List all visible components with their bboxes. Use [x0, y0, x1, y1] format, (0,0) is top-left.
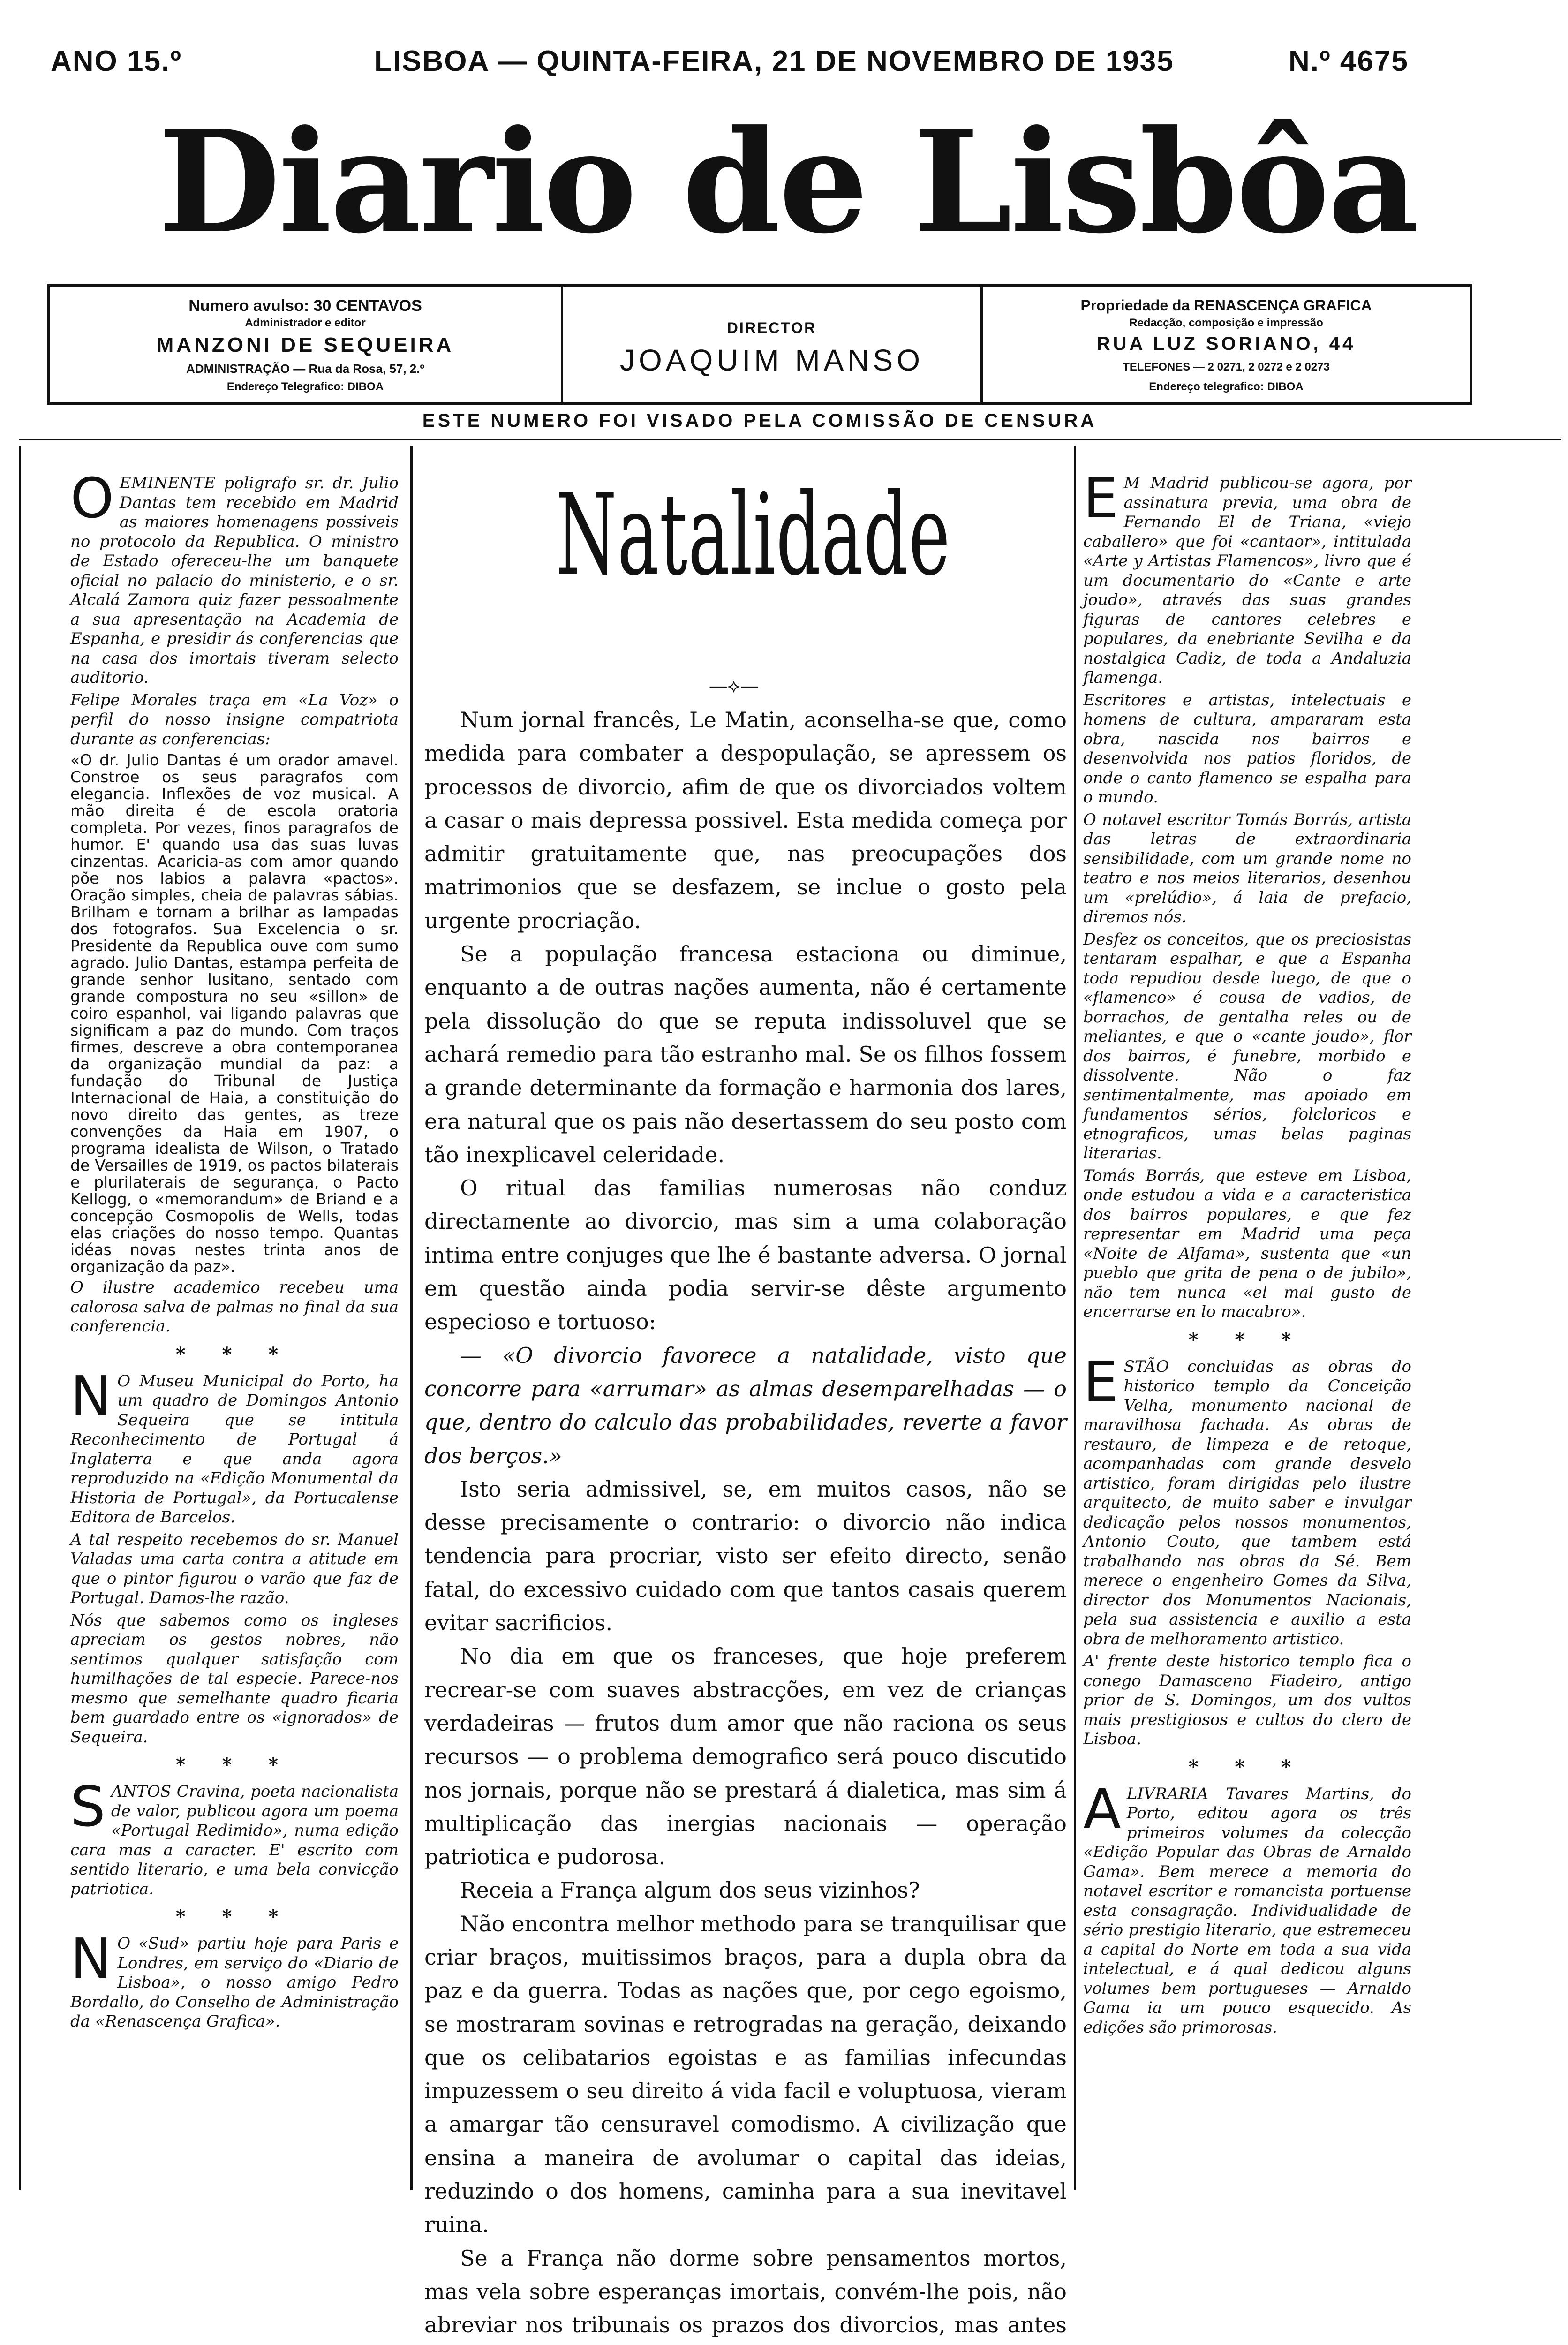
- brief-text: EMINENTE poligrafo sr. dr. Julio Dantas tem recebido em Madrid as maiores homenagens possiveis no protocolo da Republica. O ministro de Estado ofereceu-lhe um banquete oficial no palacio do ministerio, e o sr. Alcalá Zamora quiz fazer pessoalmente a sua apresentação na Academia de Espanha, e presidir ás conferencias que na casa dos imortais tiveram selecto auditorio.: [70, 474, 399, 687]
- section-separator: * * *: [175, 1343, 294, 1365]
- director-name: JOAQUIM MANSO: [619, 343, 924, 377]
- article-headline: Natalidade: [556, 469, 951, 600]
- article-body: [424, 704, 1067, 2345]
- article-paragraph: Num jornal francês, Le Matin, aconselha-se que, como medida para combater a despopulação, se apressem os processos de divorcio, afim de que os divorciados voltem a casar o mais depressa possivel. Esta medida começa por admitir gratuitamente que, nas preocupações dos matrimonios que se desfazem, se inclue o gosto pela urgente procriação.: [424, 707, 1067, 933]
- censorship-notice: ESTE NUMERO FOI VISADO PELA COMISSÃO DE CENSURA: [422, 410, 1097, 431]
- issue-number: N.º 4675: [1289, 45, 1409, 77]
- brief-text: O ilustre academico recebeu uma calorosa salva de palmas no final da sua conferencia.: [70, 1278, 399, 1336]
- drop-cap: S: [70, 1774, 106, 1839]
- price-line: Numero avulso: 30 CENTAVOS: [188, 297, 422, 315]
- admin-role: Administrador e editor: [245, 317, 366, 329]
- section-separator: * * *: [1188, 1755, 1306, 1778]
- property-phones: TELEFONES — 2 0271, 2 0272 e 2 0273: [1123, 361, 1330, 373]
- masthead-title: Diario de Lisbôa: [158, 99, 1417, 265]
- brief-conceicao-velha: [1083, 1349, 1411, 1749]
- article-paragraph: Isto seria admissivel, se, em muitos casos, não se desse precisamente o contrario: o divorcio não indica tendencia para procriar, visto ser efeito directo, senão fatal, do excessivo cuidado com que tantos casais querem evitar sacrificios.: [424, 1476, 1067, 1636]
- brief-text: M Madrid publicou-se agora, por assinatura previa, uma obra de Fernando El de Triana, «viejo caballero» que foi «cantaor», intitulada «Arte y Artistas Flamencos», livro que é um documentario do «Cante e arte joudo», através das suas grandes figuras de cantores celebres e populares, da enebriante Sevilha e da nostalgica Cadiz, de toda a Andaluzia flamenga.: [1083, 474, 1411, 687]
- property-address: RUA LUZ SORIANO, 44: [1096, 333, 1356, 354]
- drop-cap: O: [70, 466, 114, 530]
- section-separator: * * *: [175, 1906, 294, 1928]
- drop-cap: A: [1083, 1776, 1121, 1841]
- admin-address: ADMINISTRAÇÃO — Rua da Rosa, 57, 2.º: [186, 362, 424, 376]
- admin-telegraph: Endereço Telegrafico: DIBOA: [226, 380, 384, 393]
- brief-text: O «Sud» partiu hoje para Paris e Londres, em serviço do «Diario de Lisboa», o nosso amigo Pedro Bordallo, do Conselho de Administração da «Renascença Grafica».: [70, 1934, 399, 2031]
- article-paragraph: Se a França não dorme sobre pensamentos mortos, mas vela sobre esperanças imortais, convém-lhe pois, não abreviar nos tribunais os prazos dos divorcios, mas antes: [424, 2245, 1067, 2338]
- section-separator: * * *: [175, 1754, 294, 1776]
- brief-text: O notavel escritor Tomás Borrás, artista das letras de extraordinaria sensibilidade, com um grande nome no teatro e nos meios literarios, desenhou um «prelúdio», á laia de prefacio, diremos nós.: [1083, 810, 1411, 926]
- drop-cap: E: [1083, 1349, 1118, 1414]
- drop-cap: N: [70, 1926, 112, 1991]
- administration-box: [50, 287, 561, 402]
- brief-text: LIVRARIA Tavares Martins, do Porto, editou agora os três primeiros volumes da colecção «Edição Popular das Obras de Arnaldo Gama». Bem merece a memoria do notavel escritor e romancista portuense esta consagração. Individualidade de sério prestigio literario, que estremeceu a capital do Norte em toda a sua vida intelectual, e á qual dedicou alguns volumes bem portugueses — Arnaldo Gama ia um pouco esquecido. As edições são primorosas.: [1083, 1784, 1411, 2037]
- director-box: [561, 287, 983, 402]
- property-owner: Propriedade da RENASCENÇA GRAFICA: [1080, 297, 1372, 314]
- article-paragraph: Se a população francesa estaciona ou diminue, enquanto a de outras nações aumenta, não é certamente pela dissolução do que se reputa indissoluvel que se achará remedio para tão estranho mal. Se os filhos fossem a grande determinante da formação e harmonia dos lares, era natural que os pais não desertassem do seu posto com tão inexplicavel celeridade.: [424, 941, 1067, 1167]
- drop-cap: E: [1083, 466, 1118, 530]
- brief-text: A' frente deste historico templo fica o conego Damasceno Fiadeiro, antigo prior de S. Domingos, um dos vultos mais prestigiosos e cultos do clero de Lisboa.: [1083, 1652, 1411, 1748]
- brief-text: Escritores e artistas, intelectuais e homens de cultura, ampararam esta obra, nascida nos bairros e desenvolvida nos patios floridos, de onde o canto flamenco se espalha para o mundo.: [1083, 690, 1411, 807]
- brief-julio-dantas: [70, 466, 399, 1337]
- brief-sud: [70, 1926, 399, 2032]
- property-telegraph: Endereço telegrafico: DIBOA: [1149, 380, 1304, 393]
- brief-text: ANTOS Cravina, poeta nacionalista de valor, publicou agora um poema «Portugal Redimido», numa edição cara mas a caracter. E' escrito com sentido literario, e uma bela convicção patriotica.: [70, 1782, 399, 1899]
- brief-text: Nós que sabemos como os ingleses apreciam os gestos nobres, não sentimos qualquer satisfação com humilhações de tal especie. Parece-nos mesmo que semelhante quadro ficaria bem guardado entre os «ignorados» de Sequeira.: [70, 1611, 399, 1747]
- right-column: [1083, 466, 1411, 2040]
- brief-quote: «O dr. Julio Dantas é um orador amavel. Constroe os seus paragrafos com elegancia. Inflexões de voz musical. A mão direita é de escola oratoria completa. Por vezes, finos paragrafos de humor. E' quando usa das suas luvas cinzentas. Acaricia-as com amor quando põe nos labios a palavra «pactos». Oração simples, cheia de palavras sábias. Brilham e tornam a brilhar as lampadas dos fotografos. Sua Excelencia o sr. Presidente da Republica ouve com sumo agrado. Julio Dantas, estampa perfeita de grande senhor lusitano, sentado com grande compostura no seu «sillon» de coiro espanhol, vai ligando palavras que significam a paz do mundo. Com traços firmes, descreve a obra contemporanea da organização mundial da paz: a fundação do Tribunal de Justiça Internacional de Haia, a constituição do novo direito das gentes, as treze convenções da Haia em 1907, o programa idealista de Wilson, o Tratado de Versailles de 1919, os pactos bilaterais e plurilaterais de segurança, o Pacto Kellogg, o «memorandum» de Briand e a concepção Cosmopolis de Wells, todas elas criações do nosso tempo. Quantas idéas novas nestes trinta anos de organização da paz».: [70, 751, 399, 1276]
- column-divider-right: [1074, 446, 1076, 2190]
- left-column: [70, 466, 399, 2035]
- brief-text: STÃO concluidas as obras do historico templo da Conceição Velha, monumento nacional de maravilhosa fachada. As obras de restauro, de limpeza e de retoque, acompanhadas com grande desvelo artistico, foram dirigidas pelo ilustre arquitecto, de muito saber e invulgar dedicação pelos nossos monumentos, Antonio Couto, que tambem está trabalhando nas obras da Sé. Bem merece o engenheiro Gomes da Silva, director dos Monumentos Nacionais, pela sua assistencia e auxilio a esta obra de melhoramento artistico.: [1083, 1357, 1411, 1649]
- brief-livraria: [1083, 1776, 1411, 2038]
- header-info-box: [47, 284, 1472, 405]
- header-rule: [19, 439, 1561, 440]
- article-paragraph: O ritual das familias numerosas não conduz directamente ao divorcio, mas sim a uma colaboração intima entre conjuges que lhe é bastante adversa. O jornal em questão ainda podia servir-se dêste argumento especioso e tortuoso:: [424, 1175, 1067, 1335]
- property-role: Redacção, composição e impressão: [1129, 317, 1323, 329]
- page-border-left: [19, 446, 21, 2190]
- director-role: DIRECTOR: [727, 319, 817, 336]
- property-box: [983, 287, 1470, 402]
- column-divider-left: [410, 446, 413, 2190]
- brief-text: Desfez os conceitos, que os preciosistas tentaram espalhar, e que a Espanha toda repudiou desde luego, de que o «flamenco» é cousa de vadios, de borrachos, de gentalha reles ou de meliantes, e que o «cante joudo», flor dos bairros, é funebre, morbido e dissolvente. Não o faz sentimentalmente, mas apoiado em fundamentos sérios, folcloricos e etnograficos, umas belas paginas literarias.: [1083, 930, 1411, 1163]
- brief-santos-cravina: [70, 1774, 399, 1899]
- ornament-divider: —⟡—: [709, 675, 759, 697]
- brief-museu-porto: [70, 1363, 399, 1747]
- brief-text: Tomás Borrás, que esteve em Lisboa, onde estudou a vida e a caracteristica dos bairros populares, e que fez representar em Madrid uma peça «Noite de Alfama», sustenta que «un pueblo que grita de pena o de jubilo», não tem nunca «el mal gusto de encerrarse en lo macabro».: [1083, 1166, 1411, 1321]
- article-quote: — «O divorcio favorece a natalidade, visto que concorre para «arrumar» as almas desemparelhadas — o que, dentro do calculo das probabilidades, reverte a favor dos berços.»: [424, 1342, 1067, 1468]
- admin-name: MANZONI DE SEQUEIRA: [156, 333, 454, 356]
- dateline: LISBOA — QUINTA-FEIRA, 21 DE NOVEMBRO DE 1935: [374, 45, 1174, 77]
- brief-text: A tal respeito recebemos do sr. Manuel Valadas uma carta contra a atitude em que o pintor figurou o varão que faz de Portugal. Damos-lhe razão.: [70, 1530, 399, 1607]
- article-paragraph: Não encontra melhor methodo para se tranquilisar que criar braços, muitissimos braços, para a dupla obra da paz e da guerra. Todas as nações que, por cego egoismo, se mostraram sovinas e retrogradas na geração, deixando que os celibatarios egoistas e as familias infecundas impuzessem o seu direito á vida facil e voluptuosa, vieram a amargar tão censuravel comodismo. A civilização que ensina a maneira de avolumar o capital das ideias, reduzindo o dos homens, caminha para a sua inevitavel ruina.: [424, 1911, 1067, 2238]
- dateline-bar: [51, 45, 1471, 87]
- brief-text: Felipe Morales traça em «La Voz» o perfil do nosso insigne compatriota durante as conferencias:: [70, 690, 399, 749]
- article-paragraph: Receia a França algum dos seus vizinhos?: [460, 1877, 920, 1903]
- brief-flamenco: [1083, 466, 1411, 1322]
- brief-text: O Museu Municipal do Porto, ha um quadro de Domingos Antonio Sequeira que se intitula Reconhecimento de Portugal á Inglaterra e que anda agora reproduzido na «Edição Monumental da Historia de Portugal», da Portucalense Editora de Barcelos.: [70, 1371, 399, 1527]
- section-separator: * * *: [1188, 1328, 1306, 1351]
- year-label: ANO 15.º: [51, 45, 182, 77]
- article-paragraph: No dia em que os franceses, que hoje preferem recrear-se com suaves abstracções, em vez de crianças verdadeiras — frutos dum amor que não raciona os seus recursos — o problema demografico será pouco discutido nos jornais, porque não se prestará á dialetica, mas sim á multiplicação das inergias nacionais — operação patriotica e pudorosa.: [424, 1643, 1067, 1870]
- drop-cap: N: [70, 1363, 112, 1429]
